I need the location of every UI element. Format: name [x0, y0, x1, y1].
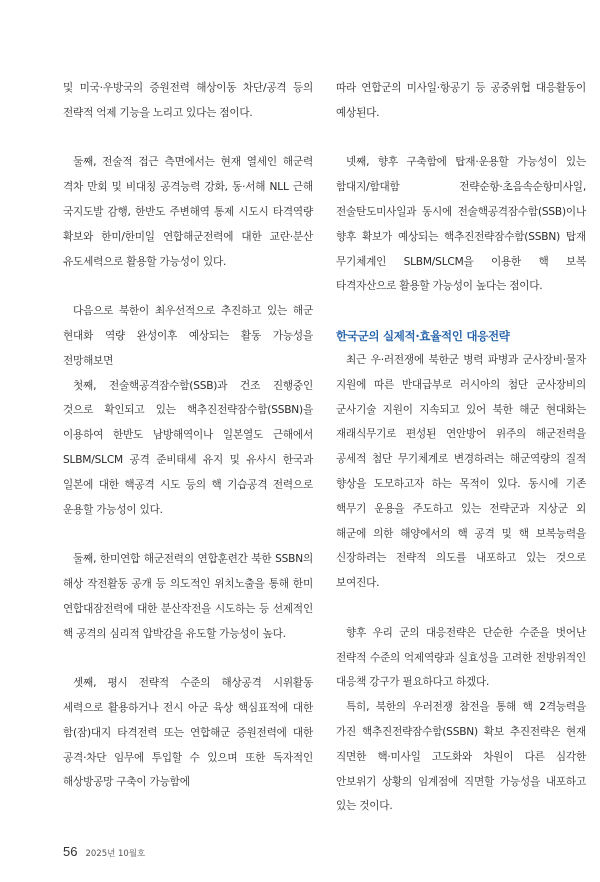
- left-column: [63, 76, 313, 795]
- paragraph: 넷째, 향후 구축함에 탑재·운용할 가능성이 있는 함대지/함대함 전략순항·초음속순항미사일, 전술탄도미사일과 동시에 전술핵공격잠수함(SSB)이나 향후 확보가 예상되는 핵추진전략잠수함(SSBN) 탑재 무기체계인 SLBM/SLCM을 이용한 핵 보복 타격자산으로 활용할 가능성이 높다는 점이다.: [336, 156, 586, 293]
- paragraph: 따라 연합군의 미사일·항공기 등 공중위협 대응활동이 예상된다.: [336, 82, 586, 119]
- paragraph: 향후 우리 군의 대응전략은 단순한 수준을 벗어난 전략적 수준의 억제역량과 실효성을 고려한 전방위적인 대응책 강구가 필요하다고 하겠다.: [336, 626, 586, 689]
- right-column: [336, 76, 586, 819]
- paragraph: 첫째, 전술핵공격잠수함(SSB)과 건조 진행중인 것으로 확인되고 있는 핵추진전략잠수함(SSBN)을 이용하여 한반도 남방해역이나 일본열도 근해에서 SLBM/SLCM 공격 준비태세 유지 및 유사시 한국과 일본에 대한 핵공격 시도 등의 핵 기습공격 전력으로 운용할 가능성이 있다.: [63, 379, 313, 516]
- paragraph: 둘째, 전술적 접근 측면에서는 현재 열세인 해군력 격차 만회 및 비대칭 공격능력 강화, 동·서해 NLL 근해 국지도발 감행, 한반도 주변해역 통제 시도시 타격역량 확보와 한미/한미일 연합해군전력에 대한 교란·분산 유도세력으로 활용할 가능성이 있다.: [63, 156, 313, 268]
- paragraph: 다음으로 북한이 최우선적으로 추진하고 있는 해군 현대화 역량 완성이후 예상되는 활동 가능성을 전망해보면: [63, 305, 313, 367]
- section-heading: 한국군의 실제적·효율적인 대응전략: [336, 328, 510, 343]
- issue-label: 2025년 10월호: [85, 849, 146, 859]
- paragraph: 둘째, 한미연합 해군전력의 연합훈련간 북한 SSBN의 해상 작전활동 공개 등 의도적인 위치노출을 통해 한미 연합대잠전력에 대한 분산작전을 시도하는 등 선제적인 핵 공격의 심리적 압박감을 유도할 가능성이 높다.: [63, 553, 313, 640]
- paragraph: 및 미국·우방국의 증원전력 해상이동 차단/공격 등의 전략적 억제 기능을 노리고 있다는 점이다.: [63, 82, 313, 119]
- paragraph: 특히, 북한의 우러전쟁 참전을 통해 핵 2격능력을 가진 핵추진전략잠수함(SSBN) 확보 추진전략은 현재 직면한 핵·미사일 고도화와 차원이 다른 심각한 안보위기 상황의 임계점에 직면할 가능성을 내포하고 있는 것이다.: [336, 701, 586, 813]
- page-footer: [63, 844, 145, 859]
- page-number: 56: [63, 844, 78, 859]
- paragraph: 셋째, 평시 전략적 수준의 해상공격 시위활동 세력으로 활용하거나 전시 아군 육상 핵심표적에 대한 함(잠)대지 타격전력 또는 연합해군 증원전력에 대한 공격·차단 임무에 투입할 수 있으며 또한 독자적인 해상방공망 구축이 가능함에: [63, 677, 313, 789]
- paragraph: 최근 우·러전쟁에 북한군 병력 파병과 군사장비·물자 지원에 따른 반대급부로 러시아의 첨단 군사장비의 군사기술 지원이 지속되고 있어 북한 해군 현대화는 재래식무기로 편성된 연안방어 위주의 해군전력을 공세적 첨단 무기체계로 변경하려는 해군역량의 질적 향상을 도모하고자 하는 목적이 있다. 동시에 기존 핵무기 운용을 주도하고 있는 전략군과 지상군 외 해군에 의한 해양에서의 핵 공격 및 핵 보복능력을 신장하려는 전략적 의도를 내포하고 있는 것으로 보여진다.: [336, 353, 586, 590]
